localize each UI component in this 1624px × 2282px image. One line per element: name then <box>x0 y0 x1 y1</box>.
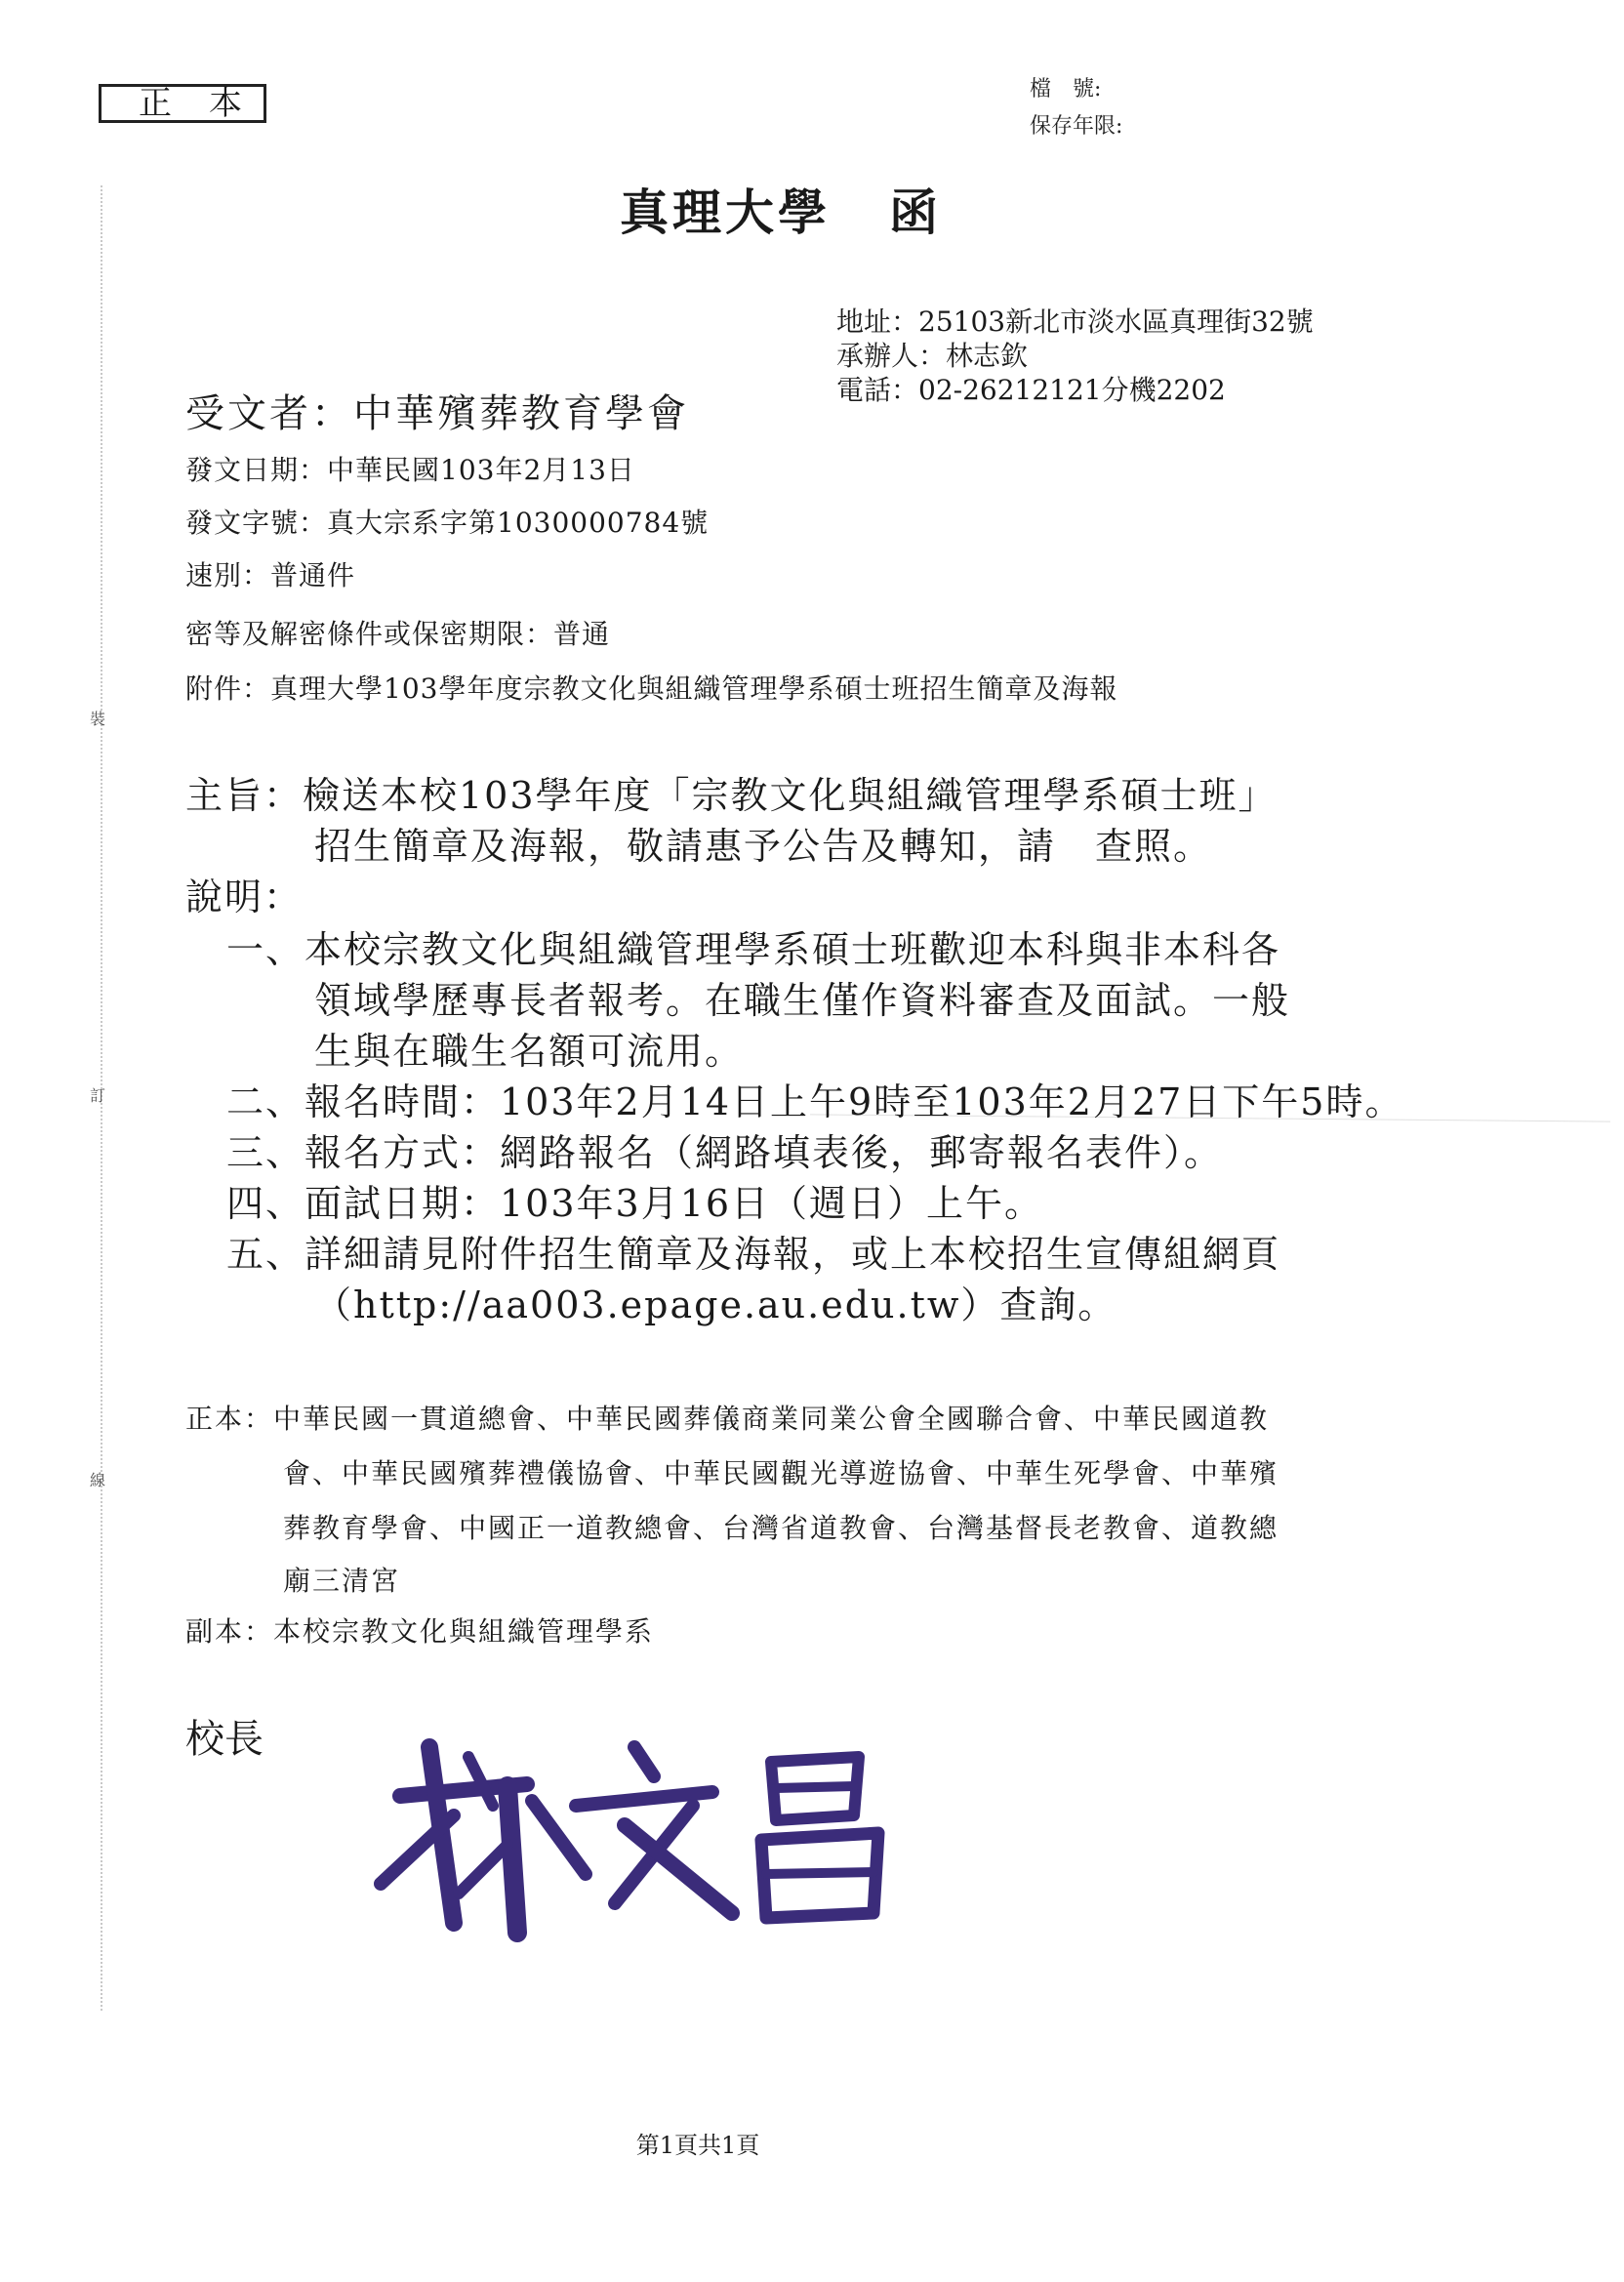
distribution-original-line-3: 葬教育學會、中國正一道教總會、台灣省道教會、台灣基督長老教會、道教總 <box>283 1512 1279 1544</box>
principal-label: 校長 <box>185 1717 264 1762</box>
explanation-item-2: 二、報名時間：103年2月14日上午9時至103年2月27日下午5時。 <box>226 1080 1404 1123</box>
title-org: 真理大學 <box>620 183 831 241</box>
binding-mark-ding: 訂 <box>90 1086 106 1105</box>
distribution-original-line-2: 會、中華民國殯葬禮儀協會、中華民國觀光導遊協會、中華生死學會、中華殯 <box>283 1457 1279 1489</box>
issue-date: 發文日期：中華民國103年2月13日 <box>185 454 635 486</box>
explanation-item-1-line-1: 一、本校宗教文化與組織管理學系碩士班歡迎本科與非本科各 <box>226 928 1281 971</box>
subject-line-1: 主旨：檢送本校103學年度「宗教文化與組織管理學系碩士班」 <box>185 774 1278 817</box>
page-footer: 第1頁共1頁 <box>635 2132 760 2159</box>
recipient: 受文者：中華殯葬教育學會 <box>185 391 689 436</box>
explanation-item-3: 三、報名方式：網路報名（網路填表後，郵寄報名表件）。 <box>226 1131 1224 1174</box>
retention-period: 保存年限: <box>1030 114 1123 139</box>
explanation-item-5-line-2: （http://aa003.epage.au.edu.tw）查詢。 <box>314 1284 1117 1326</box>
subject-line-2: 招生簡章及海報，敬請惠予公告及轉知，請 查照。 <box>314 825 1213 868</box>
archive-number: 檔 號: <box>1030 77 1102 102</box>
title-doc-type: 函 <box>889 183 942 241</box>
explanation-heading: 說明： <box>185 876 304 918</box>
original-copy-stamp: 正本 <box>99 84 266 123</box>
binding-mark-zhuang: 裝 <box>90 710 106 728</box>
document-title <box>0 174 1562 244</box>
distribution-original-line-1: 正本：中華民國一貫道總會、中華民國葬儀商業同業公會全國聯合會、中華民國道教 <box>185 1403 1270 1435</box>
contact-phone: 電話：02-26212121分機2202 <box>836 374 1226 406</box>
contact-handler: 承辦人：林志欽 <box>836 340 1029 372</box>
explanation-item-4: 四、面試日期：103年3月16日（週日）上午。 <box>226 1182 1044 1225</box>
speed-class: 速別：普通件 <box>185 559 356 591</box>
binding-mark-xian: 線 <box>90 1471 106 1489</box>
confidentiality: 密等及解密條件或保密期限：普通 <box>185 618 611 650</box>
issue-number: 發文字號：真大宗系字第1030000784號 <box>185 507 710 539</box>
distribution-original-line-4: 廟三清宮 <box>283 1565 401 1597</box>
explanation-item-5-line-1: 五、詳細請見附件招生簡章及海報，或上本校招生宣傳組網頁 <box>226 1233 1281 1276</box>
attachment: 附件：真理大學103學年度宗教文化與組織管理學系碩士班招生簡章及海報 <box>185 672 1118 705</box>
explanation-item-1-line-3: 生與在職生名額可流用。 <box>314 1030 745 1073</box>
principal-signature <box>361 1728 908 1942</box>
explanation-item-1-line-2: 領域學歷專長者報考。在職生僅作資料審查及面試。一般 <box>314 979 1291 1022</box>
distribution-copy: 副本：本校宗教文化與組織管理學系 <box>185 1615 655 1648</box>
contact-address: 地址：25103新北市淡水區真理街32號 <box>836 306 1314 338</box>
